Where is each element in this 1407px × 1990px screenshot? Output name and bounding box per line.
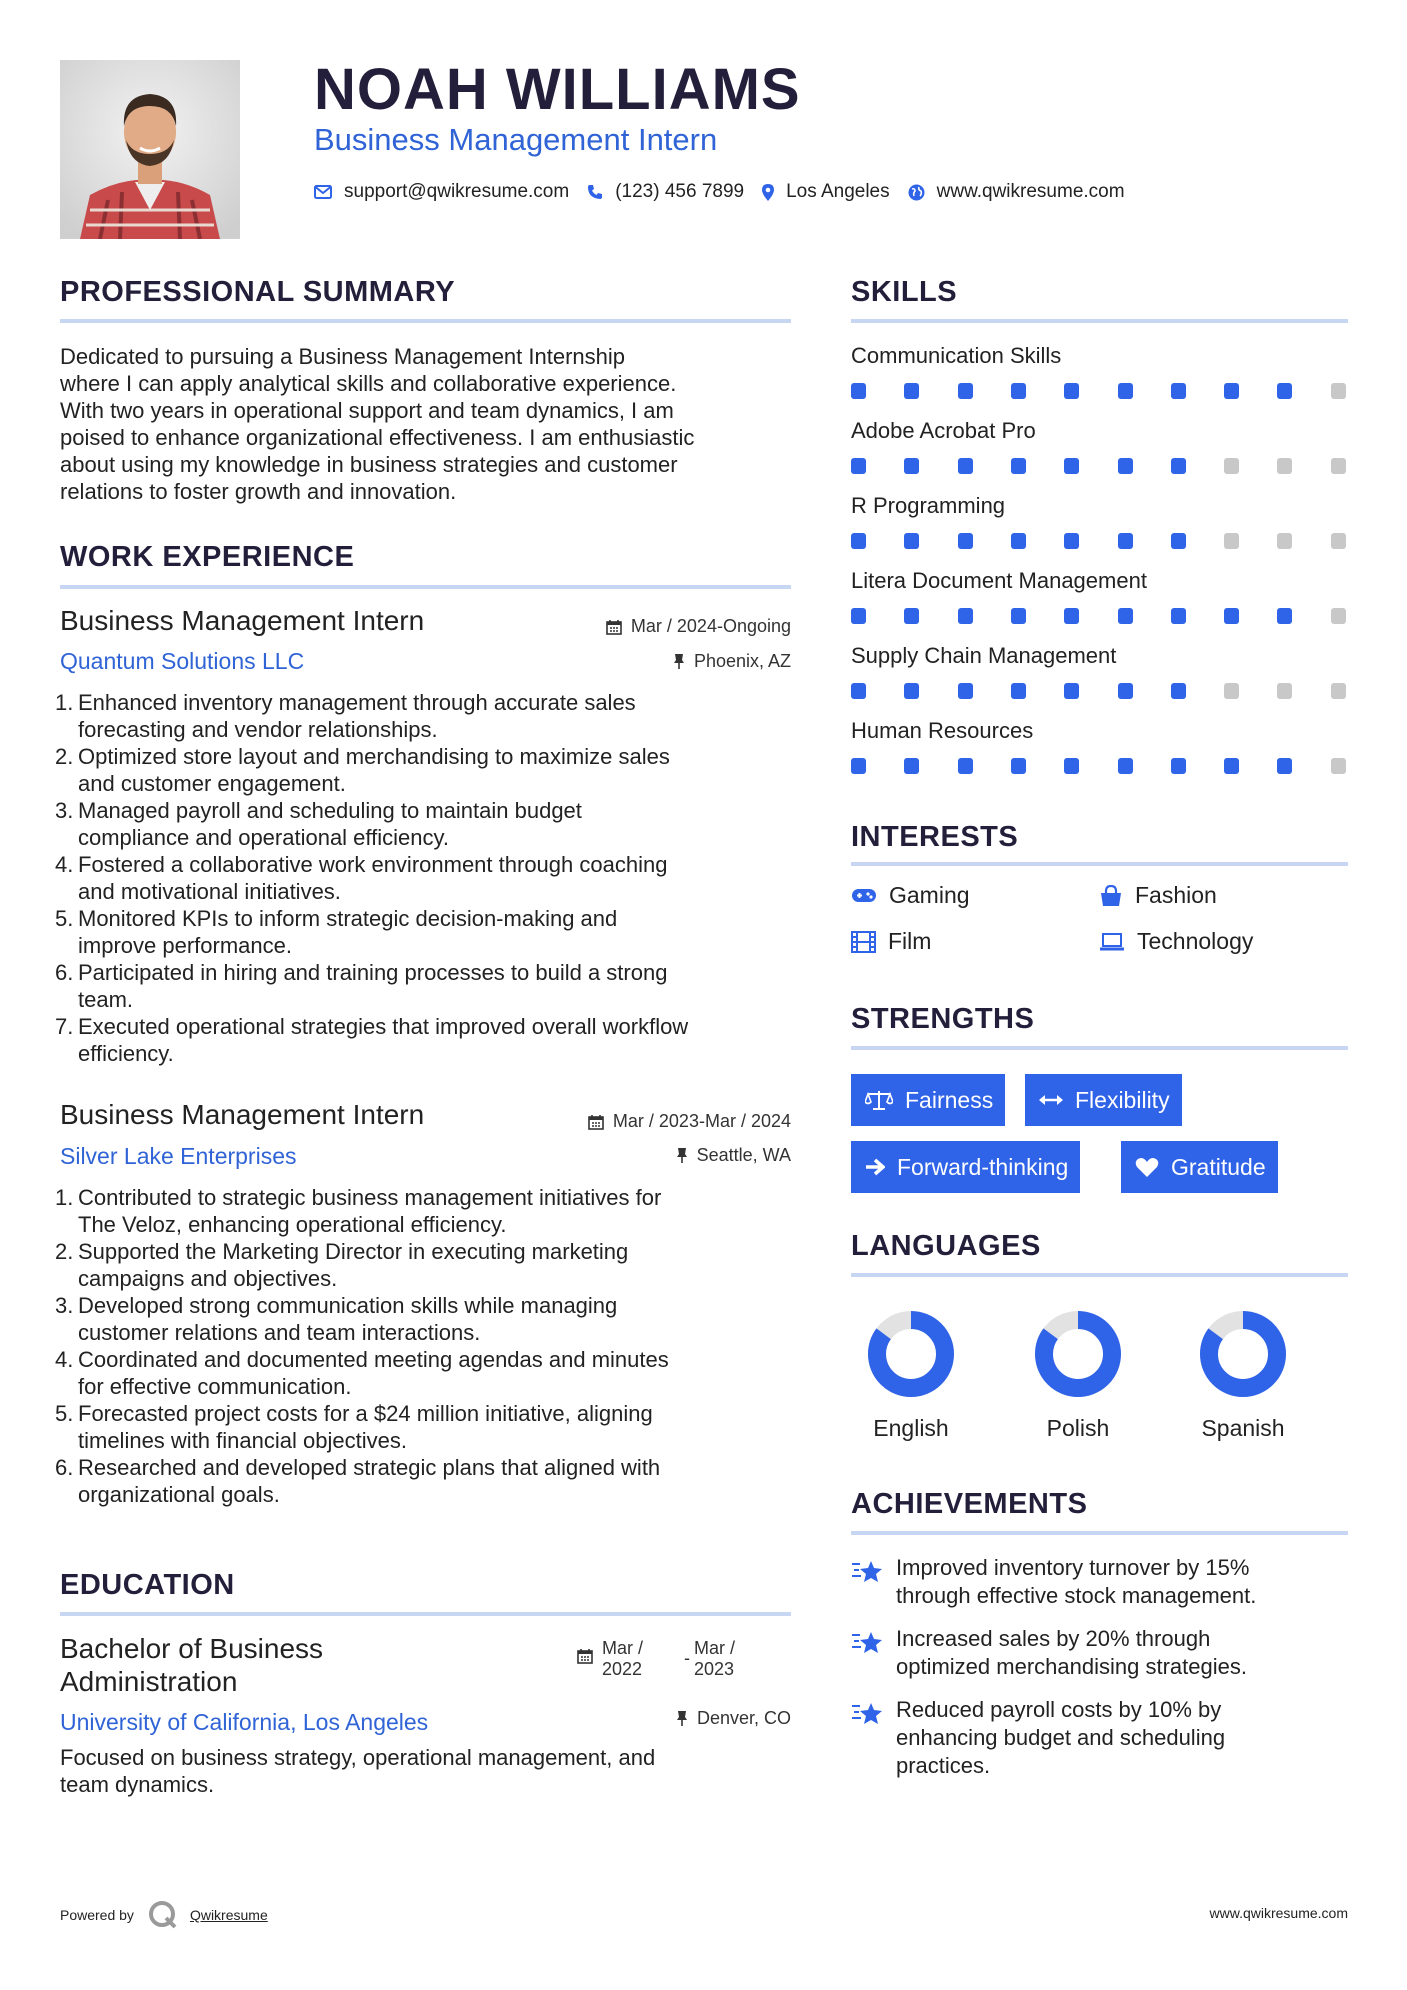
list-text: compliance and operational efficiency. [78,825,449,850]
candidate-title: Business Management Intern [314,122,718,157]
list-number: 6. [55,960,74,985]
skill-dot [851,683,866,699]
skill-dot [1118,458,1133,474]
skill-dot [958,758,973,774]
shooting-star-icon [851,1558,883,1586]
skill-dot [1277,608,1292,624]
globe-icon [908,184,925,201]
list-item [55,797,800,851]
strength-flexibility [1025,1074,1182,1126]
achievement-line: Reduced payroll costs by 10% by [896,1697,1222,1722]
list-text: Fostered a collaborative work environment through coaching [78,852,668,877]
summary-divider [60,319,791,323]
list-text: Enhanced inventory management through accurate sales [78,690,636,715]
interest-label: Fashion [1135,882,1217,908]
list-text: efficiency. [78,1041,174,1066]
skill-dot [1011,458,1026,474]
brand-link[interactable]: Qwikresume [189,1907,268,1923]
achievement-line: through effective stock management. [896,1583,1257,1608]
skill-dot [1064,683,1079,699]
skill-dot [1171,683,1186,699]
list-text: timelines with financial objectives. [78,1428,407,1453]
description-line: Focused on business strategy, operational management, and [60,1745,656,1770]
skill-dot [1064,458,1079,474]
skill-dot [1224,458,1239,474]
strength-label: Gratitude [1171,1153,1266,1180]
contact-row [314,178,1143,206]
skill-name: Adobe Acrobat Pro [851,418,1036,443]
footer-url[interactable]: www.qwikresume.com [1209,1905,1348,1921]
description-line: team dynamics. [60,1772,215,1797]
skill-dot [1011,533,1026,549]
list-number: 5. [55,906,74,931]
list-text: Participated in hiring and training processes to build a strong [78,960,668,985]
job-dates-text: Mar / 2023-Mar / 2024 [612,1111,791,1131]
strength-forward-thinking [851,1141,1080,1193]
skill-dot [1064,533,1079,549]
strength-label: Forward-thinking [897,1153,1069,1180]
list-number: 1. [55,1185,74,1210]
experience-heading: WORK EXPERIENCE [60,541,355,573]
list-text: The Veloz, enhancing operational efficiency. [78,1212,507,1237]
skill-dot [904,533,919,549]
skill-dot [958,383,973,399]
list-text: team. [78,987,134,1012]
skill-dot [1064,608,1079,624]
list-number: 4. [55,852,74,877]
company-name: Silver Lake Enterprises [60,1143,297,1169]
skill-rating [851,683,1351,699]
skill-dot [904,458,919,474]
strength-label: Flexibility [1075,1086,1170,1113]
laptop-icon [1099,932,1125,952]
interest-label: Technology [1137,928,1254,954]
skill-rating [851,458,1351,474]
calendar-icon [606,619,622,635]
achievements-heading: ACHIEVEMENTS [851,1488,1088,1520]
list-text: Executed operational strategies that improved overall workflow [78,1014,689,1039]
job-bullets [55,1184,800,1508]
shooting-star-icon [851,1700,883,1728]
list-text: Researched and developed strategic plans that aligned with [78,1455,661,1480]
strength-label: Fairness [905,1086,994,1113]
job-dates-text: Mar / 2024-Ongoing [630,616,791,636]
footer-powered-by [60,1900,268,1930]
language-donut [1033,1309,1123,1399]
date-line: Mar / [602,1638,644,1658]
degree-line: Bachelor of Business [60,1633,324,1664]
education-location-text: Denver, CO [696,1708,791,1728]
strength-fairness [851,1074,1005,1126]
interest-technology [1099,928,1253,955]
map-marker-icon [762,184,774,201]
list-text: Developed strong communication skills while managing [78,1293,618,1318]
skill-dot [1171,608,1186,624]
interest-label: Film [888,928,932,954]
email-text: support@qwikresume.com [344,181,570,202]
profile-photo [60,60,240,239]
date-line: Mar / [694,1638,736,1658]
list-item [55,1454,800,1508]
skill-dot [851,383,866,399]
skill-dot [851,533,866,549]
summary-line: With two years in operational support and team dynamics, I am [60,398,674,423]
location-text: Los Angeles [786,181,890,202]
balance-scale-icon [865,1089,893,1111]
arrows-horizontal-icon [1039,1093,1063,1107]
skill-dot [904,608,919,624]
skill-dot [958,458,973,474]
summary-line: about using my knowledge in business strategies and customer [60,452,678,477]
list-text: and motivational initiatives. [78,879,341,904]
list-number: 4. [55,1347,74,1372]
list-text: Managed payroll and scheduling to maintain budget [78,798,582,823]
skill-rating [851,758,1351,774]
summary-heading: PROFESSIONAL SUMMARY [60,276,456,308]
skill-dot [1277,533,1292,549]
language-name: Polish [1046,1415,1110,1441]
skill-dot [1011,683,1026,699]
list-text: Supported the Marketing Director in executing marketing [78,1239,629,1264]
language-name: Spanish [1201,1415,1285,1441]
skill-dot [851,458,866,474]
language-donut [866,1309,956,1399]
skill-dot [1011,608,1026,624]
company-name: Quantum Solutions LLC [60,648,305,674]
skill-name: R Programming [851,493,1006,518]
skill-dot [1118,683,1133,699]
degree-title [60,1632,323,1698]
job-title: Business Management Intern [60,605,425,636]
interests-divider [851,862,1348,866]
job-location [676,1145,791,1166]
list-number: 1. [55,690,74,715]
list-text: organizational goals. [78,1482,280,1507]
list-item [55,1400,800,1454]
skill-name: Supply Chain Management [851,643,1117,668]
pushpin-icon [673,653,685,670]
skill-dot [1171,383,1186,399]
skill-dot [1011,383,1026,399]
summary-line: Dedicated to pursuing a Business Management Internship [60,344,626,369]
skill-dot [851,608,866,624]
language-name: English [873,1415,949,1441]
list-text: and customer engagement. [78,771,346,796]
skill-rating [851,608,1351,624]
job-bullets [55,689,800,1067]
strengths-divider [851,1046,1348,1050]
pushpin-icon [676,1710,688,1727]
phone-text: (123) 456 7899 [615,181,745,202]
education-start [602,1638,684,1680]
contact-phone[interactable] [587,181,744,203]
skill-dot [1011,758,1026,774]
skill-dot [1118,608,1133,624]
achievement-item [896,1554,1356,1610]
list-text: customer relations and team interactions. [78,1320,481,1345]
skill-name: Human Resources [851,718,1034,743]
job-location-text: Phoenix, AZ [693,651,791,671]
skill-dot [904,383,919,399]
powered-by-text: Powered by [60,1907,134,1923]
education-dates [577,1638,735,1680]
skill-dot [1224,683,1239,699]
achievement-item [896,1696,1356,1780]
skill-dot [1224,758,1239,774]
list-number: 5. [55,1401,74,1426]
skill-dot [904,758,919,774]
achievement-line: Increased sales by 20% through [896,1626,1211,1651]
interests-heading: INTERESTS [851,821,1019,853]
list-text: Coordinated and documented meeting agendas and minutes [78,1347,669,1372]
skill-rating [851,533,1351,549]
qwikresume-logo-icon [148,1900,178,1930]
list-text: improve performance. [78,933,292,958]
list-text: Monitored KPIs to inform strategic decision-making and [78,906,618,931]
interest-film [851,928,931,955]
pushpin-icon [676,1147,688,1164]
skill-dot [1224,383,1239,399]
job-location [673,651,791,672]
education-end [694,1638,735,1680]
date-line: 2023 [694,1659,735,1679]
list-number: 3. [55,1293,74,1318]
job-title: Business Management Intern [60,1099,425,1130]
skill-name: Communication Skills [851,343,1062,368]
skills-heading: SKILLS [851,276,958,308]
skill-dot [1277,458,1292,474]
list-item [55,1238,800,1292]
summary-line: poised to enhance organizational effectiveness. I am enthusiastic [60,425,695,450]
skill-dot [1331,383,1346,399]
interest-fashion [1099,882,1217,909]
contact-website[interactable] [908,181,1125,203]
list-number: 2. [55,1239,74,1264]
contact-email[interactable] [314,181,569,203]
skill-dot [1171,533,1186,549]
contact-location [762,181,890,203]
skill-dot [1331,533,1346,549]
calendar-icon [577,1648,593,1664]
school-name: University of California, Los Angeles [60,1709,429,1735]
list-text: forecasting and vendor relationships. [78,717,438,742]
strength-gratitude [1121,1141,1278,1193]
skill-dot [1224,608,1239,624]
education-description [60,1744,800,1798]
list-item [55,1346,800,1400]
list-number: 6. [55,1455,74,1480]
job-dates [606,616,791,637]
skill-dot [1171,458,1186,474]
degree-line: Administration [60,1666,238,1697]
shopping-bag-icon [1099,885,1123,907]
candidate-name: NOAH WILLIAMS [314,57,801,122]
list-item [55,1292,800,1346]
skill-dot [1171,758,1186,774]
skill-dot [958,608,973,624]
achievement-line: Improved inventory turnover by 15% [896,1555,1250,1580]
skill-dot [1331,608,1346,624]
skills-divider [851,319,1348,323]
skill-rating [851,383,1351,399]
skill-name: Litera Document Management [851,568,1147,593]
shooting-star-icon [851,1629,883,1657]
summary-line: relations to foster growth and innovation. [60,479,457,504]
website-text: www.qwikresume.com [936,181,1125,202]
skill-dot [1277,758,1292,774]
skill-dot [904,683,919,699]
list-number: 3. [55,798,74,823]
summary-line: where I can apply analytical skills and collaborative experience. [60,371,677,396]
skill-dot [1064,383,1079,399]
list-text: Optimized store layout and merchandising to maximize sales [78,744,670,769]
skill-dot [1064,758,1079,774]
list-text: Contributed to strategic business management initiatives for [78,1185,662,1210]
phone-icon [587,184,603,200]
gamepad-icon [851,887,877,904]
interest-label: Gaming [889,882,970,908]
skill-dot [1277,683,1292,699]
skill-dot [1118,533,1133,549]
heart-icon [1135,1157,1159,1178]
languages-heading: LANGUAGES [851,1230,1041,1262]
skill-dot [1331,458,1346,474]
date-line: 2022 [602,1659,643,1679]
list-number: 7. [55,1014,74,1039]
languages-divider [851,1273,1348,1277]
list-item [55,959,800,1013]
list-item [55,689,800,743]
list-item [55,1184,800,1238]
skill-dot [1277,383,1292,399]
arrow-right-icon [865,1158,885,1176]
film-icon [851,931,876,953]
list-text: for effective communication. [78,1374,352,1399]
list-text: Forecasted project costs for a $24 million initiative, aligning [78,1401,653,1426]
list-item [55,1013,800,1067]
job-dates [588,1111,791,1132]
list-text: campaigns and objectives. [78,1266,338,1291]
skill-dot [1118,383,1133,399]
envelope-icon [314,185,332,199]
list-item [55,851,800,905]
achievement-line: practices. [896,1753,991,1778]
summary-text [60,343,800,505]
list-item [55,743,800,797]
list-item [55,905,800,959]
achievement-line: enhancing budget and scheduling [896,1725,1226,1750]
skill-dot [958,533,973,549]
calendar-icon [588,1114,604,1130]
strengths-heading: STRENGTHS [851,1003,1035,1035]
skill-dot [851,758,866,774]
education-heading: EDUCATION [60,1569,235,1601]
experience-divider [60,585,791,589]
achievement-line: optimized merchandising strategies. [896,1654,1247,1679]
skill-dot [958,683,973,699]
list-number: 2. [55,744,74,769]
skill-dot [1331,683,1346,699]
achievements-divider [851,1531,1348,1535]
interest-gaming [851,882,970,909]
dash: - [684,1648,690,1668]
achievement-item [896,1625,1356,1681]
job-location-text: Seattle, WA [696,1145,791,1165]
skill-dot [1224,533,1239,549]
education-divider [60,1612,791,1616]
skill-dot [1118,758,1133,774]
skill-dot [1331,758,1346,774]
education-location [676,1708,791,1729]
language-donut [1198,1309,1288,1399]
